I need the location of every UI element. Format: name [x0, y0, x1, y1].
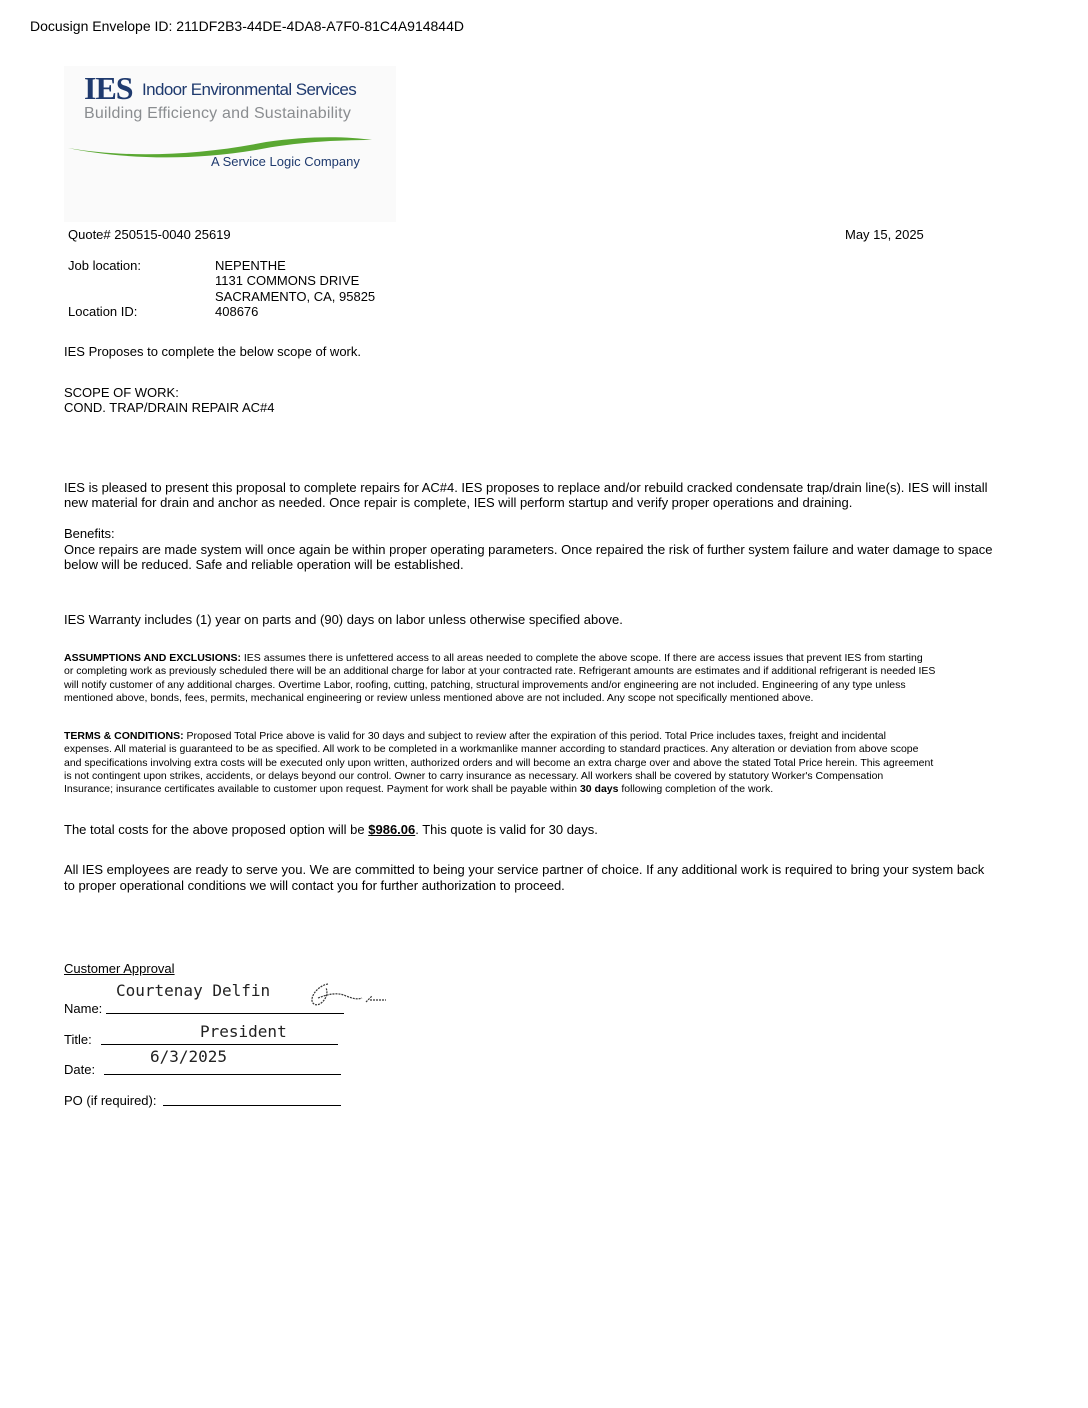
assumptions-line: will notify customer of any additional charges. Overtime Labor, roofing, cutting, patching, structural improvements and/or engineering are not included. Engineering of any type unless: [64, 679, 906, 691]
closing-line: to proper operational conditions we will contact you for further authorization to proceed.: [64, 878, 565, 893]
terms-line: and specifications involving extra costs will be executed only upon written, authorized orders and will become an extra charge over and above the stated Total Price herein. This agreement: [64, 757, 934, 769]
total-prefix: The total costs for the above proposed option will be: [64, 822, 369, 837]
proposal-line: IES is pleased to present this proposal to complete repairs for AC#4. IES proposes to replace and/or rebuild cracked condensate trap/drain line(s). IES will install: [64, 480, 988, 495]
terms-text: Insurance; insurance certificates available to customer upon request. Payment for work shall be payable within: [64, 783, 580, 795]
total-amount: $986.06: [368, 822, 416, 837]
terms-line: is not contingent upon strikes, accidents, or delays beyond our control. Owner to carry insurance as necessary. All workers shall be covered by statutory Worker's Compensation: [64, 770, 884, 782]
name-field[interactable]: [106, 1013, 344, 1014]
proposal-line: new material for drain and anchor as needed. Once repair is complete, IES will perform startup and verify proper operations and draining.: [64, 495, 853, 510]
closing-line: All IES employees are ready to serve you. We are committed to being your service partner of choice. If any additional work is required to bring your system back: [64, 862, 985, 877]
logo-subtitle: A Service Logic Company: [211, 154, 360, 169]
job-location-label: Job location:: [68, 258, 141, 273]
date-field[interactable]: [104, 1074, 341, 1075]
signed-name: Courtenay Delfin: [116, 981, 271, 1000]
terms-text: Proposed Total Price above is valid for 30 days and subject to review after the expiration of this period. Total Price includes taxes, freight and incidental: [183, 730, 886, 742]
benefits-heading: Benefits:: [64, 526, 115, 541]
customer-name: NEPENTHE: [215, 258, 286, 273]
po-field[interactable]: [163, 1105, 341, 1106]
benefits-line: below will be reduced. Safe and reliable operation will be established.: [64, 557, 464, 572]
scope-item: COND. TRAP/DRAIN REPAIR AC#4: [64, 400, 275, 415]
assumptions-line: mentioned above, bonds, fees, permits, mechanical engineering or review unless mentioned above are not included. Any scope not specifically mentioned above.: [64, 692, 814, 704]
approval-heading: Customer Approval: [64, 961, 175, 976]
location-id: 408676: [215, 304, 259, 319]
terms-text: following completion of the work.: [618, 783, 774, 795]
warranty-text: IES Warranty includes (1) year on parts and (90) days on labor unless otherwise specified above.: [64, 612, 623, 627]
company-logo: [64, 66, 396, 222]
assumptions-label: ASSUMPTIONS AND EXCLUSIONS:: [64, 652, 241, 664]
total-cost-line: [64, 822, 598, 837]
title-label: Title:: [64, 1032, 92, 1047]
intro-text: IES Proposes to complete the below scope of work.: [64, 344, 361, 359]
logo-mark: IES: [84, 70, 133, 106]
total-suffix: . This quote is valid for 30 days.: [415, 822, 598, 837]
scope-heading: SCOPE OF WORK:: [64, 385, 179, 400]
date-value: 6/3/2025: [150, 1047, 228, 1066]
payment-days: 30 days: [579, 783, 619, 795]
assumptions-first-line: [64, 652, 1026, 666]
terms-line: expenses. All material is guaranteed to be as specified. All work to be completed in a workmanlike manner according to standard practices. Any alteration or deviation from above scope: [64, 743, 919, 755]
location-id-label: Location ID:: [68, 304, 138, 319]
quote-number: Quote# 250515-0040 25619: [68, 227, 231, 242]
customer-street: 1131 COMMONS DRIVE: [215, 273, 360, 288]
assumptions-text: IES assumes there is unfettered access to all areas needed to complete the above scope. If there are access issues that prevent IES from starting: [240, 652, 923, 664]
terms-label: TERMS & CONDITIONS:: [64, 730, 184, 742]
terms-first-line: [64, 730, 1026, 744]
title-value: President: [200, 1022, 287, 1041]
logo-tagline: Building Efficiency and Sustainability: [84, 105, 352, 122]
name-label: Name:: [64, 1001, 103, 1016]
envelope-id: Docusign Envelope ID: 211DF2B3-44DE-4DA8-A7F0-81C4A914844D: [30, 18, 464, 34]
date-label: Date:: [64, 1062, 96, 1077]
assumptions-line: or completing work as previously scheduled there will be an additional charge for labor at your contracted rate. Refrigerant amounts are estimates and if additional refrigerant is needed IES: [64, 665, 936, 677]
benefits-line: Once repairs are made system will once again be within proper operating parameters. Once repaired the risk of further system failure and water damage to space: [64, 542, 993, 557]
terms-last-line: [64, 783, 1026, 797]
logo-company-name: Indoor Environmental Services: [142, 80, 357, 99]
quote-date: May 15, 2025: [845, 227, 924, 242]
signature-icon: [306, 978, 390, 1010]
customer-city: SACRAMENTO, CA, 95825: [215, 289, 376, 304]
title-field[interactable]: [101, 1044, 338, 1045]
po-label: PO (if required):: [64, 1093, 157, 1108]
